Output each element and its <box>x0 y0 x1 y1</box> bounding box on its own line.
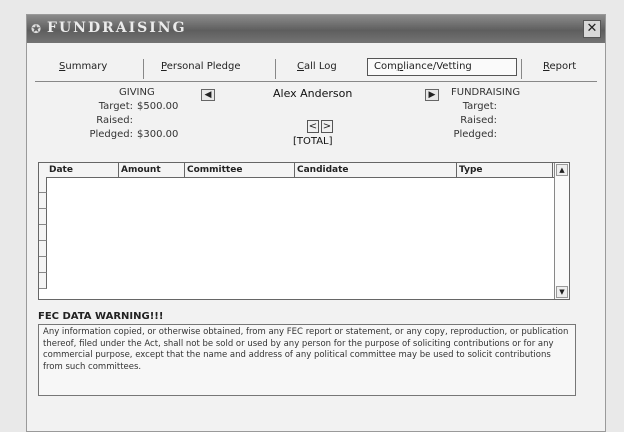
fec-warning-title: FEC DATA WARNING!!! <box>38 311 164 322</box>
total-label: [TOTAL] <box>293 136 333 147</box>
giving-raised-label: Raised: <box>96 115 133 126</box>
prev-record-button[interactable] <box>307 120 319 133</box>
prev-record-icon: < <box>308 121 318 132</box>
arrow-left-icon: ◀ <box>204 90 212 100</box>
vertical-scrollbar[interactable] <box>554 163 569 299</box>
fundraising-heading: FUNDRAISING <box>451 87 521 98</box>
column-committee[interactable]: Committee <box>185 163 295 177</box>
row-selector[interactable] <box>39 257 47 273</box>
row-selector[interactable] <box>39 209 47 225</box>
tab-strip <box>35 59 597 82</box>
title-bar[interactable] <box>27 15 605 43</box>
grid-header <box>39 163 569 178</box>
scroll-down-button[interactable] <box>556 286 568 298</box>
scroll-up-icon: ▲ <box>559 166 565 174</box>
arrow-right-icon: ▶ <box>428 90 436 100</box>
scroll-up-button[interactable] <box>556 164 568 176</box>
row-selector[interactable] <box>39 193 47 209</box>
tab-summary[interactable]: Summary <box>59 61 108 72</box>
fundraising-raised-label: Raised: <box>460 115 497 126</box>
column-candidate[interactable]: Candidate <box>295 163 457 177</box>
tab-separator <box>275 59 276 79</box>
tab-report[interactable]: Report <box>543 61 577 72</box>
close-icon: ✕ <box>586 21 598 36</box>
giving-heading: GIVING <box>119 87 155 98</box>
tab-personal-pledge[interactable]: Personal Pledge <box>161 61 241 72</box>
giving-pledged-value: $300.00 <box>137 129 179 140</box>
giving-pledged-label: Pledged: <box>89 129 133 140</box>
row-selector[interactable] <box>39 177 47 193</box>
row-selector[interactable] <box>39 241 47 257</box>
previous-contact-button[interactable] <box>201 89 215 101</box>
fec-warning-text: Any information copied, or otherwise obtained, from any FEC report or statement, or any copy, reproduction, or publication thereof, filed under the Act, shall not be sold or used by any person for the purpose of soliciting contributions or for any commercial purpose, except that the name and address of any political committee may be used to solicit contributions from such committees. <box>38 324 576 396</box>
next-record-button[interactable] <box>321 120 333 133</box>
column-amount[interactable]: Amount <box>119 163 185 177</box>
close-button[interactable] <box>583 20 601 38</box>
fundraising-pledged-label: Pledged: <box>453 129 497 140</box>
tab-separator <box>143 59 144 79</box>
giving-target-value: $500.00 <box>137 101 179 112</box>
row-selector[interactable] <box>39 225 47 241</box>
contributions-grid[interactable] <box>38 162 570 300</box>
tab-compliance-vetting[interactable]: Compliance/Vetting <box>367 58 517 76</box>
next-record-icon: > <box>322 121 332 132</box>
next-contact-button[interactable] <box>425 89 439 101</box>
fundraising-target-label: Target: <box>462 101 497 112</box>
giving-target-label: Target: <box>98 101 133 112</box>
tab-call-log[interactable]: Call Log <box>297 61 337 72</box>
tab-separator <box>521 59 522 79</box>
row-selector[interactable] <box>39 273 47 289</box>
contact-name: Alex Anderson <box>273 87 353 100</box>
window-title: FUNDRAISING <box>47 20 187 36</box>
column-type[interactable]: Type <box>457 163 553 177</box>
scroll-down-icon: ▼ <box>559 288 565 296</box>
app-icon: ✪ <box>31 22 42 36</box>
column-date[interactable]: Date <box>47 163 119 177</box>
